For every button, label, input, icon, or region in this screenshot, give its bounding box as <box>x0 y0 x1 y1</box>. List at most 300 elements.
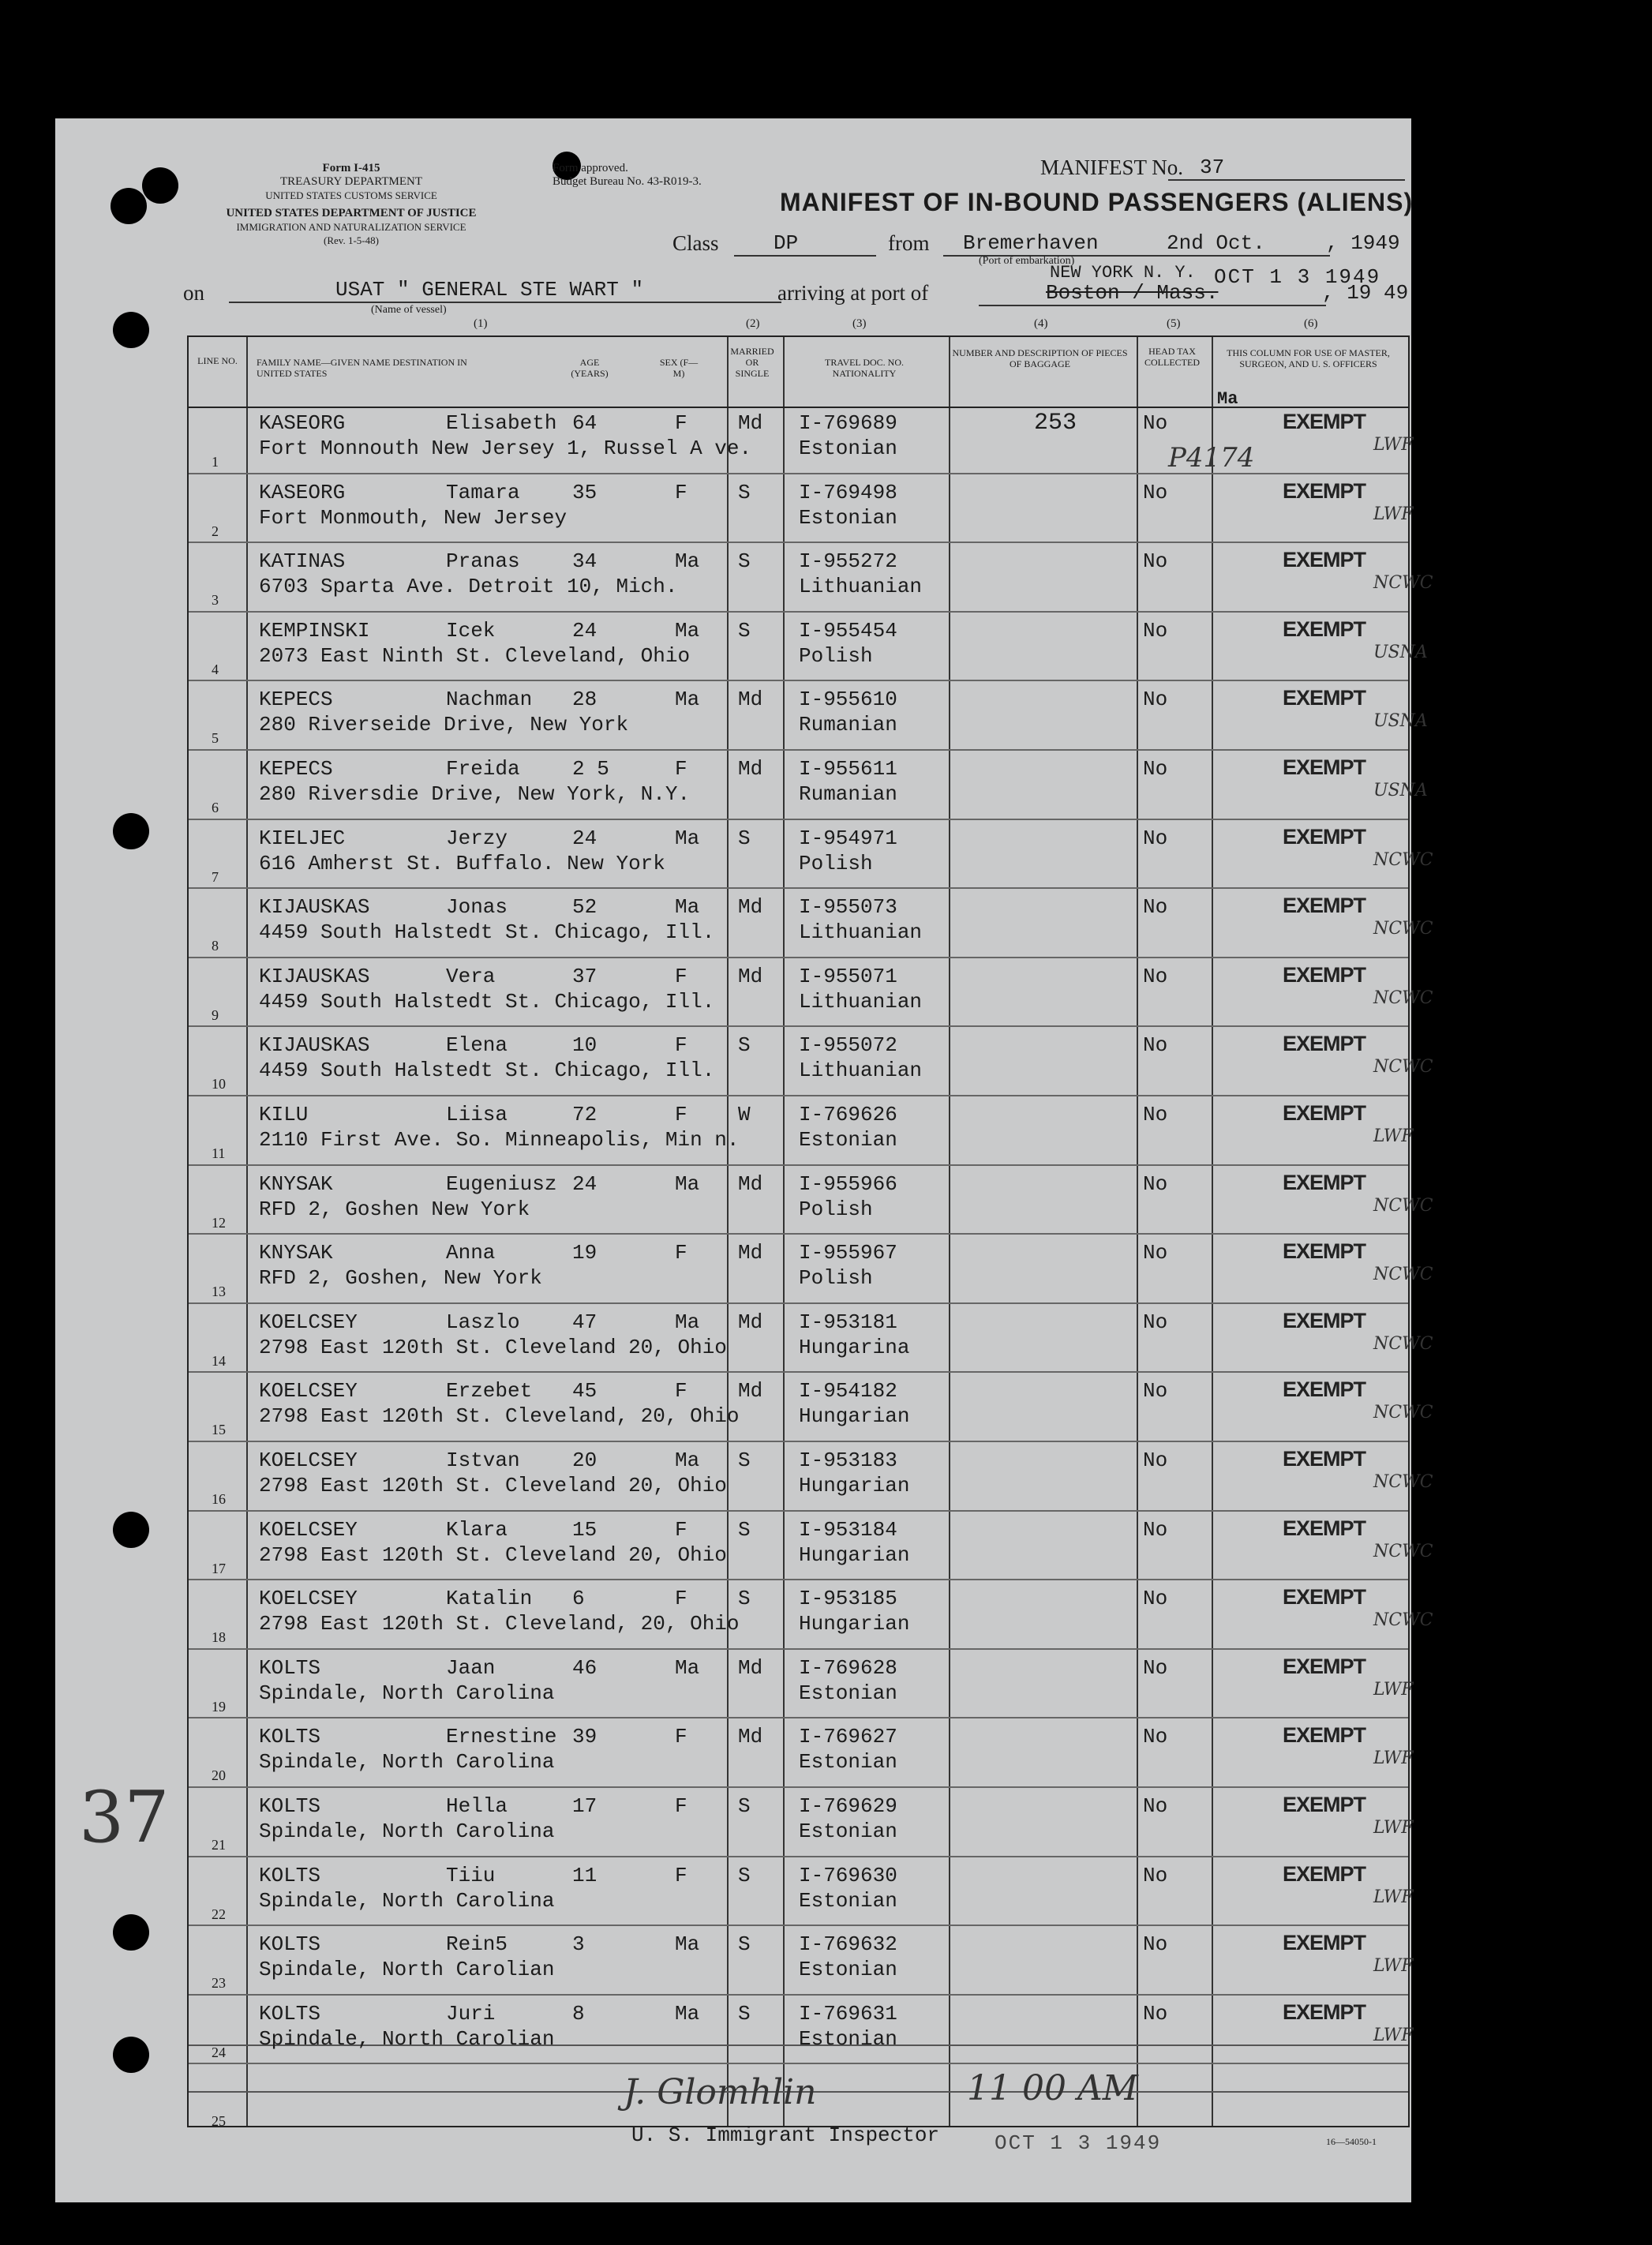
marital-status: Md <box>738 1379 763 1404</box>
head-tax: No <box>1143 1449 1168 1472</box>
line-number: 3 <box>212 592 219 609</box>
exempt-stamp: EXEMPT <box>1283 617 1366 641</box>
embark-year: , 1949 <box>1326 231 1400 255</box>
destination: Spindale, North Carolina <box>259 1750 555 1775</box>
form-line: Form I-415 <box>322 162 380 174</box>
col-header-headtax: HEAD TAX COLLECTED <box>1144 346 1200 368</box>
destination: 4459 South Halstedt St. Chicago, Ill. <box>259 920 715 945</box>
nationality: Lithuanian <box>799 920 923 945</box>
exempt-stamp: EXEMPT <box>1283 1447 1366 1471</box>
row-divider <box>189 1302 1408 1304</box>
given-name: Hella <box>446 1794 508 1818</box>
destination: Spindale, North Carolina <box>259 1820 555 1843</box>
destination: 2798 East 120th St. Cleveland, 20, Ohio <box>259 1612 740 1636</box>
row-divider <box>189 1925 1408 1926</box>
travel-doc-no: I-955073 <box>799 895 897 920</box>
sex: F <box>675 964 687 988</box>
nationality: Hungarina <box>799 1335 910 1359</box>
family-name: KIJAUSKAS <box>259 964 370 988</box>
sex: Ma <box>675 618 700 643</box>
approval-line: Budget Bureau No. 43-R019-3. <box>553 175 702 188</box>
family-name: KEMPINSKI <box>259 618 370 643</box>
nationality: Estonian <box>799 1750 897 1775</box>
line-number: 16 <box>212 1491 226 1507</box>
sex: F <box>675 1379 687 1404</box>
sex: Ma <box>675 895 700 920</box>
marital-status: S <box>738 1517 751 1542</box>
marital-status: S <box>738 1449 751 1472</box>
binder-hole <box>113 813 149 849</box>
given-name: Istvan <box>446 1449 520 1472</box>
sex: Ma <box>675 688 700 712</box>
agency-note: NCWC <box>1373 1333 1433 1354</box>
col-number: (3) <box>852 317 867 330</box>
given-name: Elisabeth <box>446 411 557 435</box>
family-name: KIJAUSKAS <box>259 1033 370 1058</box>
form-line: TREASURY DEPARTMENT <box>279 175 423 188</box>
passenger-table <box>187 335 1410 2127</box>
destination: RFD 2, Goshen, New York <box>259 1266 542 1291</box>
binder-hole <box>113 2037 149 2073</box>
on-label: on <box>183 281 204 305</box>
travel-doc-no: I-955272 <box>799 549 897 574</box>
nationality: Hungarian <box>799 1542 910 1567</box>
sex: F <box>675 1587 687 1611</box>
binder-hole <box>142 167 178 204</box>
travel-doc-no: I-769627 <box>799 1725 897 1749</box>
destination: 2798 East 120th St. Cleveland 20, Ohio <box>259 1542 727 1567</box>
line-number: 22 <box>212 1906 226 1922</box>
age: 2 5 <box>572 757 609 781</box>
nationality: Lithuanian <box>799 989 923 1014</box>
marital-status: S <box>738 1587 751 1611</box>
family-name: KATINAS <box>259 549 346 574</box>
travel-doc-no: I-955611 <box>799 757 897 781</box>
age: 6 <box>572 1587 585 1611</box>
family-name: KOLTS <box>259 1794 321 1818</box>
sex: Ma <box>675 826 700 850</box>
family-name: KOELCSEY <box>259 1449 358 1472</box>
row-divider <box>189 1164 1408 1166</box>
travel-doc-no: I-769628 <box>799 1655 897 1680</box>
exempt-stamp: EXEMPT <box>1283 1170 1366 1194</box>
travel-doc-no: I-955071 <box>799 964 897 988</box>
travel-doc-no: I-953181 <box>799 1310 897 1334</box>
destination: Spindale, North Carolina <box>259 1681 555 1705</box>
destination: 4459 South Halstedt St. Chicago, Ill. <box>259 1059 715 1083</box>
given-name: Vera <box>446 964 496 988</box>
given-name: Rein5 <box>446 1932 508 1957</box>
nationality: Estonian <box>799 437 897 460</box>
agency-note: NCWC <box>1373 919 1433 939</box>
line-number: 24 <box>212 2044 226 2060</box>
arrival-port-struck: Boston / Mass. <box>979 281 1326 306</box>
nationality: Polish <box>799 851 873 875</box>
row-divider <box>189 1371 1408 1373</box>
col-number: (1) <box>474 317 488 330</box>
sex: F <box>675 411 687 435</box>
agency-note: LWF <box>1373 1887 1414 1907</box>
head-tax: No <box>1143 895 1168 920</box>
head-tax: No <box>1143 549 1168 574</box>
head-tax: No <box>1143 618 1168 643</box>
line-number: 4 <box>212 661 219 677</box>
nationality: Polish <box>799 643 873 668</box>
exempt-stamp: EXEMPT <box>1283 824 1366 849</box>
col-header-doc: TRAVEL DOC. NO. NATIONALITY <box>824 357 904 379</box>
sex: F <box>675 1241 687 1265</box>
row-divider <box>189 957 1408 958</box>
agency-note: LWF <box>1373 1818 1414 1838</box>
line-number: 20 <box>212 1767 226 1784</box>
given-name: Jonas <box>446 895 508 920</box>
sex: Ma <box>675 1932 700 1957</box>
given-name: Pranas <box>446 549 520 574</box>
binder-hole <box>113 1512 149 1548</box>
col-header-officers: THIS COLUMN FOR USE OF MASTER, SURGEON, AND U. S. OFFICERS <box>1227 347 1390 369</box>
sex: Ma <box>675 2001 700 2026</box>
nationality: Estonian <box>799 505 897 530</box>
line-number: 11 <box>212 1145 226 1161</box>
given-name: Tamara <box>446 480 520 504</box>
exempt-stamp: EXEMPT <box>1283 755 1366 779</box>
agency-note: NCWC <box>1373 1541 1433 1561</box>
head-tax: No <box>1143 411 1168 435</box>
col-number: (5) <box>1167 317 1181 330</box>
col-header-age: AGE (YEARS) <box>571 357 609 379</box>
age: 39 <box>572 1725 597 1749</box>
family-name: KOELCSEY <box>259 1587 358 1611</box>
head-tax: No <box>1143 1932 1168 1957</box>
given-name: Freida <box>446 757 520 781</box>
travel-doc-no: I-769630 <box>799 1863 897 1887</box>
binder-hole <box>111 188 147 224</box>
travel-doc-no: I-954182 <box>799 1379 897 1404</box>
nationality: Polish <box>799 1197 873 1221</box>
family-name: KIJAUSKAS <box>259 895 370 920</box>
travel-doc-no: I-769498 <box>799 480 897 504</box>
inspector-label: U. S. Immigrant Inspector <box>631 2123 940 2147</box>
given-name: Elena <box>446 1033 508 1058</box>
col-number: (2) <box>746 317 760 330</box>
inspector-signature: J. Glomhlin <box>624 2072 817 2112</box>
travel-doc-no: I-955454 <box>799 618 897 643</box>
form-line: IMMIGRATION AND NATURALIZATION SERVICE <box>236 221 466 233</box>
line-number: 23 <box>212 1975 226 1992</box>
sex: Ma <box>675 1310 700 1334</box>
class-label: Class <box>672 231 719 255</box>
travel-doc-no: I-955967 <box>799 1241 897 1265</box>
inspection-date-stamp: OCT 1 3 1949 <box>995 2131 1162 2155</box>
age: 37 <box>572 964 597 988</box>
from-label: from <box>888 231 930 255</box>
head-tax: No <box>1143 1241 1168 1265</box>
nationality: Rumanian <box>799 782 897 806</box>
age: 64 <box>572 411 597 435</box>
sex: F <box>675 1033 687 1058</box>
line-number: 1 <box>212 454 219 470</box>
age: 72 <box>572 1103 597 1126</box>
agency-note: NCWC <box>1373 988 1433 1008</box>
head-tax: No <box>1143 1171 1168 1196</box>
travel-doc-no: I-769631 <box>799 2001 897 2026</box>
agency-note: NCWC <box>1373 1195 1433 1216</box>
exempt-stamp: EXEMPT <box>1283 686 1366 710</box>
age: 10 <box>572 1033 597 1058</box>
destination: 280 Riversdie Drive, New York, N.Y. <box>259 782 691 806</box>
line-number: 2 <box>212 523 219 539</box>
family-name: KOELCSEY <box>259 1517 358 1542</box>
family-name: KOLTS <box>259 1655 321 1680</box>
row-divider <box>189 1717 1408 1718</box>
row-divider <box>189 749 1408 751</box>
binder-hole <box>113 1914 149 1951</box>
exempt-stamp: EXEMPT <box>1283 1101 1366 1125</box>
head-tax: No <box>1143 1517 1168 1542</box>
exempt-stamp: EXEMPT <box>1283 1654 1366 1678</box>
line-number: 9 <box>212 1006 219 1023</box>
marital-status: S <box>738 1863 751 1887</box>
agency-note: USNA <box>1373 711 1428 732</box>
destination: 4459 South Halstedt St. Chicago, Ill. <box>259 989 715 1014</box>
marital-status: Md <box>738 1655 763 1680</box>
row-divider <box>189 1095 1408 1096</box>
nationality: Estonian <box>799 1958 897 1982</box>
age: 24 <box>572 1171 597 1196</box>
destination: 2798 East 120th St. Cleveland, 20, Ohio <box>259 1404 740 1429</box>
age: 11 <box>572 1863 597 1887</box>
exempt-stamp: EXEMPT <box>1283 1377 1366 1402</box>
nationality: Estonian <box>799 1128 897 1152</box>
line-number: 13 <box>212 1284 226 1300</box>
destination: Spindale, North Carolina <box>259 1888 555 1913</box>
approval-line: Form approved. <box>553 162 628 174</box>
given-name: Nachman <box>446 688 533 712</box>
age: 24 <box>572 618 597 643</box>
row-divider <box>189 887 1408 889</box>
destination: Spindale, North Carolian <box>259 1958 555 1982</box>
agency-note: NCWC <box>1373 1403 1433 1423</box>
exempt-stamp: EXEMPT <box>1283 1585 1366 1610</box>
family-name: KASEORG <box>259 411 346 435</box>
agency-note: LWF <box>1373 1126 1414 1146</box>
agency-note: LWF <box>1373 435 1414 455</box>
manifest-no-label: MANIFEST No. <box>1040 156 1184 179</box>
travel-doc-no: I-954971 <box>799 826 897 850</box>
given-name: Klara <box>446 1517 508 1542</box>
marital-status: Md <box>738 1310 763 1334</box>
col-header-sex: SEX (F—M) <box>659 357 699 379</box>
agency-note: LWF <box>1373 1956 1414 1977</box>
row-divider <box>189 542 1408 543</box>
marital-status: S <box>738 549 751 574</box>
sex: F <box>675 1725 687 1749</box>
family-name: KOLTS <box>259 1863 321 1887</box>
given-name: Eugeniusz <box>446 1171 557 1196</box>
col-header-name: FAMILY NAME—GIVEN NAME DESTINATION IN UNITED STATES <box>257 357 467 379</box>
travel-doc-no: I-955966 <box>799 1171 897 1196</box>
destination: 2110 First Ave. So. Minneapolis, Min n. <box>259 1128 740 1152</box>
sex: Ma <box>675 1449 700 1472</box>
form-line: (Rev. 1-5-48) <box>324 234 379 246</box>
manifest-no: 37 <box>1168 156 1405 181</box>
age: 45 <box>572 1379 597 1404</box>
head-tax: No <box>1143 757 1168 781</box>
nationality: Estonian <box>799 1820 897 1843</box>
agency-note: USNA <box>1373 642 1428 662</box>
head-tax: No <box>1143 1310 1168 1334</box>
col-number: (4) <box>1034 317 1048 330</box>
destination: Fort Monmouth, New Jersey <box>259 505 568 530</box>
agency-note: LWF <box>1373 2025 1414 2045</box>
travel-doc-no: I-769629 <box>799 1794 897 1818</box>
marital-status: S <box>738 2001 751 2026</box>
row-divider <box>189 819 1408 820</box>
sex: F <box>675 1103 687 1126</box>
agency-note: NCWC <box>1373 1265 1433 1285</box>
exempt-stamp: EXEMPT <box>1283 1308 1366 1332</box>
sex: Ma <box>675 1171 700 1196</box>
sex: F <box>675 757 687 781</box>
line-number: 5 <box>212 730 219 747</box>
agency-note: LWF <box>1373 1679 1414 1700</box>
family-name: KOLTS <box>259 1725 321 1749</box>
row-divider <box>189 680 1408 681</box>
age: 52 <box>572 895 597 920</box>
exempt-stamp: EXEMPT <box>1283 1931 1366 1955</box>
arrival-time: 11 00 AM <box>967 2068 1138 2108</box>
line-number: 15 <box>212 1422 226 1438</box>
marital-status: S <box>738 826 751 850</box>
marital-status: S <box>738 1033 751 1058</box>
line-number: 8 <box>212 938 219 954</box>
head-tax: No <box>1143 480 1168 504</box>
nationality: Hungarian <box>799 1404 910 1429</box>
marital-status: Md <box>738 1241 763 1265</box>
destination: 280 Riverseide Drive, New York <box>259 713 629 737</box>
nationality: Estonian <box>799 1681 897 1705</box>
given-name: Laszlo <box>446 1310 520 1334</box>
destination: 2798 East 120th St. Cleveland 20, Ohio <box>259 1335 727 1359</box>
agency-note: USNA <box>1373 781 1428 800</box>
age: 47 <box>572 1310 597 1334</box>
marital-status: Md <box>738 411 763 435</box>
line-number: 18 <box>212 1629 226 1646</box>
line-number: 17 <box>212 1560 226 1576</box>
destination: 616 Amherst St. Buffalo. New York <box>259 851 665 875</box>
marital-status: Md <box>738 1725 763 1749</box>
line-number: 12 <box>212 1214 226 1231</box>
form-code: 16—54050-1 <box>1326 2136 1377 2147</box>
exempt-stamp: EXEMPT <box>1283 1861 1366 1886</box>
handwritten-note: P4174 <box>1168 442 1255 474</box>
line-number: 19 <box>212 1698 226 1715</box>
travel-doc-no: I-953185 <box>799 1587 897 1611</box>
agency-note: NCWC <box>1373 1610 1433 1631</box>
age: 19 <box>572 1241 597 1265</box>
nationality: Estonian <box>799 1888 897 1913</box>
marital-status: Md <box>738 964 763 988</box>
age: 24 <box>572 826 597 850</box>
sex: F <box>675 1517 687 1542</box>
family-name: KEPECS <box>259 688 333 712</box>
marital-status: S <box>738 1794 751 1818</box>
family-name: KIELJEC <box>259 826 346 850</box>
binder-hole <box>113 312 149 348</box>
travel-doc-no: I-955072 <box>799 1033 897 1058</box>
head-tax: No <box>1143 1794 1168 1818</box>
row-divider <box>189 1025 1408 1027</box>
travel-doc-no: I-953184 <box>799 1517 897 1542</box>
arrival-port-typed: NEW YORK N. Y. <box>1050 263 1196 283</box>
agency-note: NCWC <box>1373 849 1433 870</box>
marital-status: Md <box>738 1171 763 1196</box>
nationality: Hungarian <box>799 1474 910 1497</box>
sex: Ma <box>675 1655 700 1680</box>
row-divider <box>189 1648 1408 1650</box>
marital-status: Md <box>738 895 763 920</box>
age: 20 <box>572 1449 597 1472</box>
given-name: Jerzy <box>446 826 508 850</box>
head-tax: No <box>1143 1033 1168 1058</box>
class-value: DP <box>734 231 876 257</box>
given-name: Juri <box>446 2001 496 2026</box>
family-name: KOLTS <box>259 1932 321 1957</box>
agency-note: LWF <box>1373 504 1414 524</box>
nationality: Rumanian <box>799 713 897 737</box>
embark-date: 2nd Oct. <box>1167 231 1265 255</box>
exempt-stamp: EXEMPT <box>1283 1793 1366 1816</box>
agency-note: NCWC <box>1373 1472 1433 1492</box>
nationality: Estonian <box>799 2026 897 2051</box>
exempt-stamp: EXEMPT <box>1283 410 1366 433</box>
exempt-stamp: EXEMPT <box>1283 962 1366 987</box>
budget-approval <box>553 162 702 189</box>
age: 17 <box>572 1794 597 1818</box>
marital-status: W <box>738 1103 751 1126</box>
head-tax: No <box>1143 688 1168 712</box>
row-divider <box>189 1786 1408 1788</box>
nationality: Polish <box>799 1266 873 1291</box>
exempt-stamp: EXEMPT <box>1283 1032 1366 1056</box>
travel-doc-no: I-769632 <box>799 1932 897 1957</box>
form-line: UNITED STATES CUSTOMS SERVICE <box>265 189 437 201</box>
family-name: KILU <box>259 1103 309 1126</box>
age: 34 <box>572 549 597 574</box>
exempt-stamp: EXEMPT <box>1283 1239 1366 1264</box>
given-name: Katalin <box>446 1587 533 1611</box>
marital-status: S <box>738 1932 751 1957</box>
vessel-caption: (Name of vessel) <box>371 304 447 316</box>
port-embark-caption: (Port of embarkation) <box>979 255 1075 267</box>
marital-status: S <box>738 618 751 643</box>
travel-doc-no: I-955610 <box>799 688 897 712</box>
family-name: KNYSAK <box>259 1241 333 1265</box>
line-number: 25 <box>212 2113 226 2129</box>
form-block <box>182 162 521 247</box>
sex: Ma <box>675 549 700 574</box>
given-name: Liisa <box>446 1103 508 1126</box>
head-tax: No <box>1143 1725 1168 1749</box>
age: 8 <box>572 2001 585 2026</box>
agency-note: LWF <box>1373 1748 1414 1769</box>
arrival-year: , 19 49 <box>1322 281 1409 305</box>
destination: Spindale, North Carolian <box>259 2026 555 2051</box>
from-value: Bremerhaven <box>943 231 1330 257</box>
family-name: KASEORG <box>259 480 346 504</box>
line-number: 21 <box>212 1837 226 1853</box>
given-name: Tiiu <box>446 1863 496 1887</box>
